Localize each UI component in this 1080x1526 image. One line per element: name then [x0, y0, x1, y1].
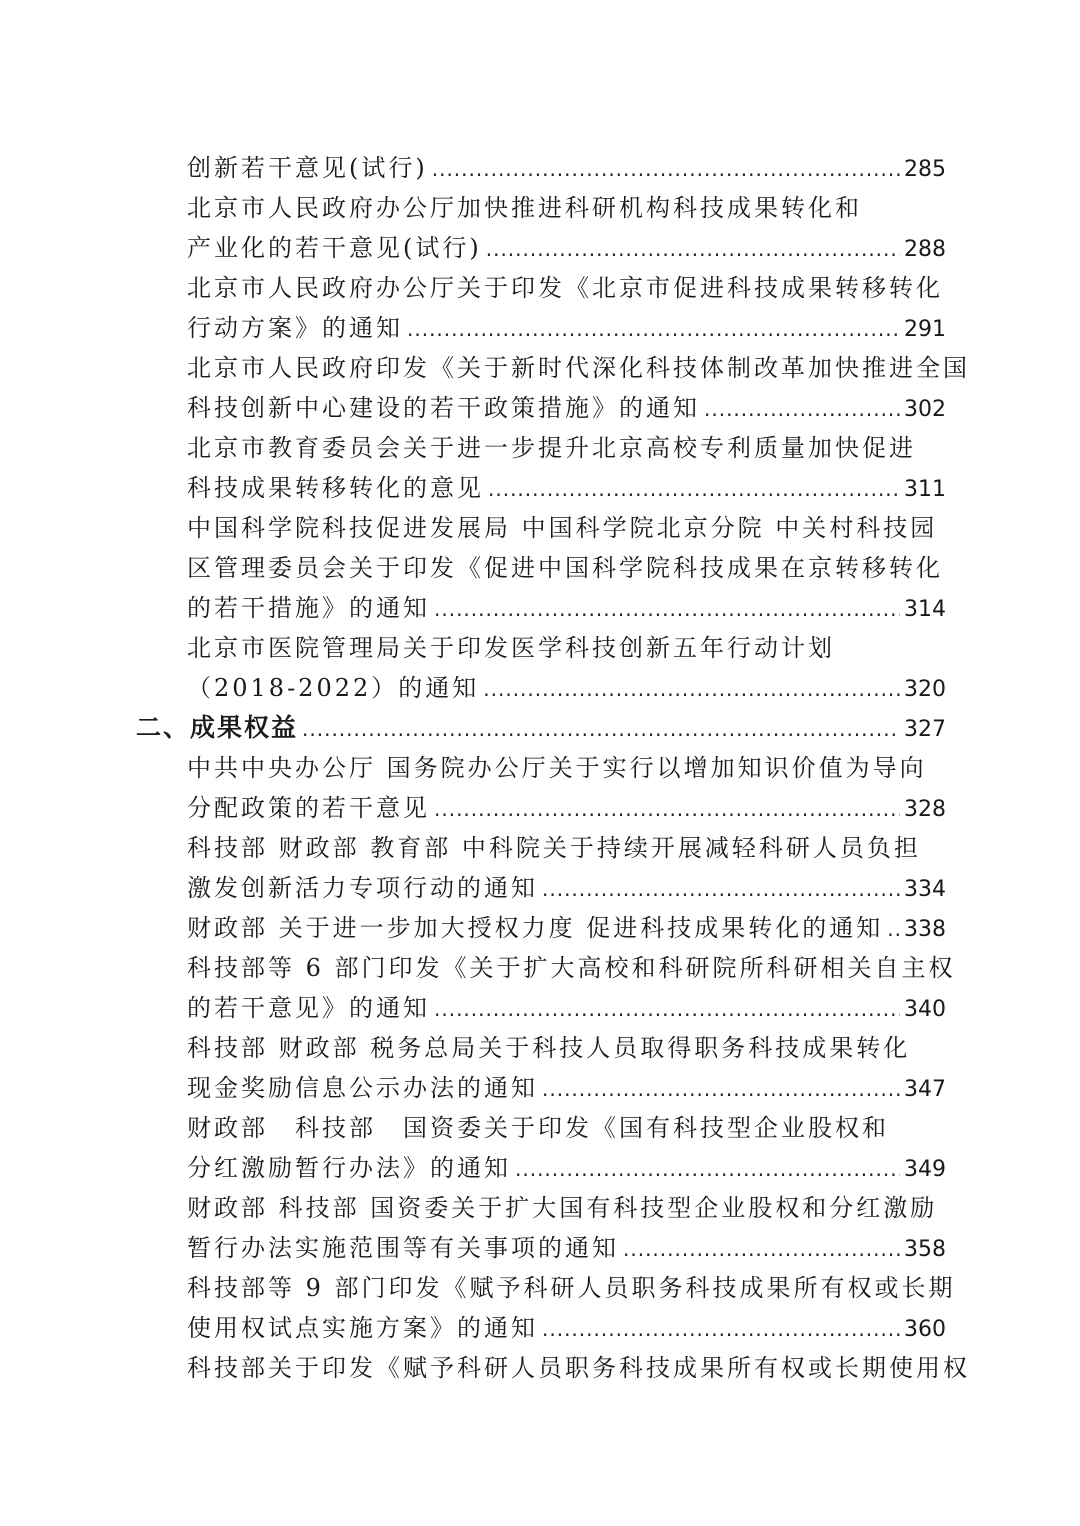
toc-entry-line: 北京市教育委员会关于进一步提升北京高校专利质量加快促进: [187, 434, 916, 462]
dot-leader: [887, 909, 900, 949]
toc-entry-line: 区管理委员会关于印发《促进中国科学院科技成果在京转移转化: [187, 554, 943, 582]
toc-entry[interactable]: [0, 868, 946, 908]
table-of-contents: [0, 148, 1080, 1388]
dot-leader: [623, 1229, 900, 1269]
toc-page-number: 311: [904, 477, 946, 502]
dot-leader: [704, 389, 900, 429]
toc-entry-title: 的若干意见》的通知: [187, 994, 430, 1022]
toc-page-number: 291: [904, 317, 946, 342]
toc-entry-title: 创新若干意见(试行): [187, 154, 428, 182]
toc-page-number: 285: [904, 157, 946, 182]
dot-leader: [542, 1069, 900, 1109]
toc-entry-line: 财政部 科技部 国资委关于印发《国有科技型企业股权和: [187, 1114, 889, 1142]
toc-entry-title: 科技成果转移转化的意见: [187, 474, 484, 502]
dot-leader: [515, 1149, 900, 1189]
toc-entry-title: 使用权试点实施方案》的通知: [187, 1314, 538, 1342]
toc-entry-title: 行动方案》的通知: [187, 314, 403, 342]
toc-entry-title: 产业化的若干意见(试行): [187, 234, 482, 262]
dot-leader: [542, 1309, 900, 1349]
toc-entry-line: 科技部等 9 部门印发《赋予科研人员职务科技成果所有权或长期: [187, 1274, 956, 1302]
toc-page-number: 288: [904, 237, 946, 262]
toc-page-number: 302: [904, 397, 946, 422]
toc-page-number: 360: [904, 1317, 946, 1342]
toc-page-number: 338: [904, 917, 946, 942]
toc-page-number: 334: [904, 877, 946, 902]
toc-page-number: 347: [904, 1077, 946, 1102]
dot-leader: [434, 789, 900, 829]
toc-entry-line: 北京市医院管理局关于印发医学科技创新五年行动计划: [187, 634, 835, 662]
toc-page-number: 340: [904, 997, 946, 1022]
toc-entry[interactable]: [0, 308, 946, 348]
toc-entry-line: 科技部 财政部 税务总局关于科技人员取得职务科技成果转化: [187, 1034, 911, 1062]
toc-entry-title: （2018-2022）的通知: [187, 674, 480, 702]
dot-leader: [434, 989, 900, 1029]
toc-entry-line: 财政部 科技部 国资委关于扩大国有科技型企业股权和分红激励: [187, 1194, 938, 1222]
toc-page-number: 358: [904, 1237, 946, 1262]
toc-entry-title: 激发创新活力专项行动的通知: [187, 874, 538, 902]
toc-entry[interactable]: [0, 908, 946, 948]
toc-entry[interactable]: [0, 1068, 946, 1108]
toc-entry[interactable]: [0, 788, 946, 828]
toc-page-number: 327: [904, 717, 946, 742]
toc-entry-line: 科技部关于印发《赋予科研人员职务科技成果所有权或长期使用权: [187, 1354, 970, 1382]
dot-leader: [407, 309, 900, 349]
dot-leader: [483, 669, 900, 709]
dot-leader: [302, 709, 900, 749]
toc-entry-title: 科技创新中心建设的若干政策措施》的通知: [187, 394, 700, 422]
toc-entry-title: 财政部 关于进一步加大授权力度 促进科技成果转化的通知: [187, 914, 884, 942]
dot-leader: [434, 589, 900, 629]
toc-page-number: 328: [904, 797, 946, 822]
dot-leader: [486, 229, 900, 269]
toc-entry-title: 的若干措施》的通知: [187, 594, 430, 622]
toc-entry-title: 分配政策的若干意见: [187, 794, 430, 822]
toc-entry-line: 北京市人民政府办公厅关于印发《北京市促进科技成果转移转化: [187, 274, 943, 302]
toc-entry-title: 分红激励暂行办法》的通知: [187, 1154, 511, 1182]
section-title: 二、成果权益: [136, 713, 299, 742]
dot-leader: [432, 149, 900, 189]
toc-entry[interactable]: [0, 1228, 946, 1268]
toc-entry-line: 科技部 财政部 教育部 中科院关于持续开展减轻科研人员负担: [187, 834, 921, 862]
toc-entry[interactable]: [0, 588, 946, 628]
toc-entry[interactable]: [0, 228, 946, 268]
dot-leader: [488, 469, 900, 509]
toc-entry-title: 现金奖励信息公示办法的通知: [187, 1074, 538, 1102]
toc-entry-line: 北京市人民政府印发《关于新时代深化科技体制改革加快推进全国: [187, 354, 970, 382]
toc-page-number: 320: [904, 677, 946, 702]
toc-entry[interactable]: [0, 1308, 946, 1348]
dot-leader: [542, 869, 900, 909]
toc-entry-line: 科技部等 6 部门印发《关于扩大高校和科研院所科研相关自主权: [187, 954, 956, 982]
toc-page-number: 314: [904, 597, 946, 622]
toc-entry[interactable]: [0, 1148, 946, 1188]
toc-entry-line: 北京市人民政府办公厅加快推进科研机构科技成果转化和: [187, 194, 862, 222]
toc-entry[interactable]: [0, 388, 946, 428]
toc-entry[interactable]: [0, 148, 946, 188]
toc-entry[interactable]: [0, 468, 946, 508]
toc-section-heading[interactable]: [0, 708, 946, 748]
toc-entry-title: 暂行办法实施范围等有关事项的通知: [187, 1234, 619, 1262]
toc-entry[interactable]: [0, 988, 946, 1028]
toc-entry-line: 中共中央办公厅 国务院办公厅关于实行以增加知识价值为导向: [187, 754, 927, 782]
toc-entry-line: 中国科学院科技促进发展局 中国科学院北京分院 中关村科技园: [187, 514, 938, 542]
toc-entry[interactable]: [0, 668, 946, 708]
toc-page-number: 349: [904, 1157, 946, 1182]
